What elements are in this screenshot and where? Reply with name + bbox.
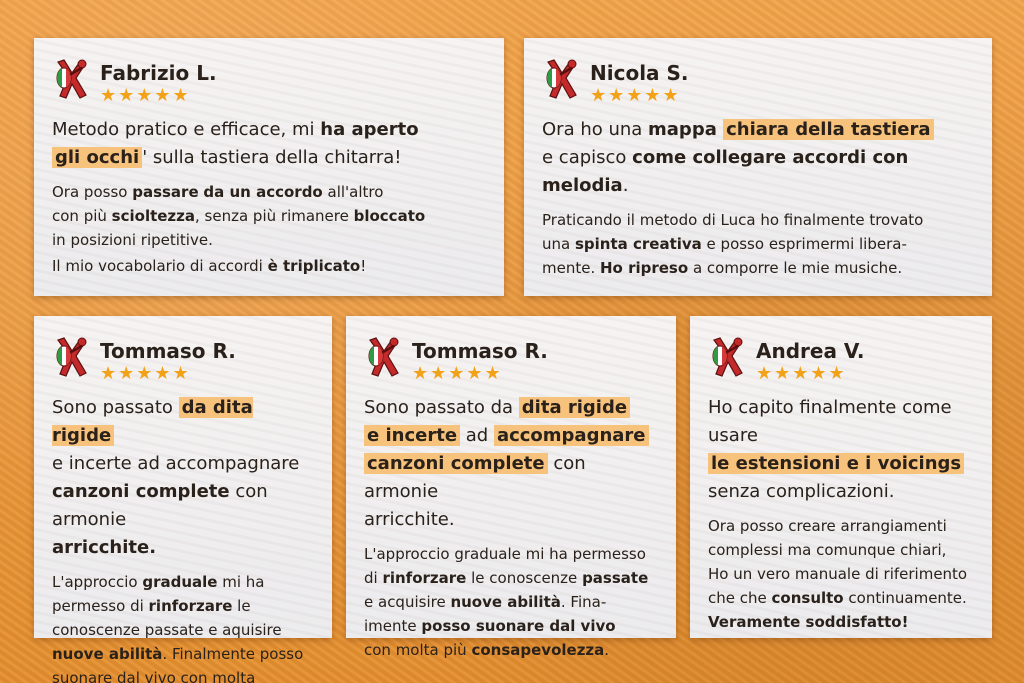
review-body [52,180,486,278]
bold-text: è triplicato [267,257,361,275]
review-paragraph: Il mio vocabolario di accordi è triplicato! [52,257,367,275]
review-body [52,570,314,683]
review-paragraph: Ora posso creare arrangiamenti complessi ma comunque chiari, Ho un vero manuale di riferimento che che consulto continuamente. Veramente soddisfatto! [708,517,968,631]
review-paragraph: Ho capito finalmente come usare le estensioni e i voicings senza complicazioni. [708,394,974,506]
review-body [708,514,974,634]
review-paragraph: Ora posso passare da un accordo all'altro con più scioltezza, senza più rimanere bloccato in posizioni ripetitive. [52,183,426,249]
rating-stars-icon: ★★★★★ [100,85,191,106]
bold-text: canzoni complete [52,481,230,502]
review-lead [708,394,974,506]
guitarist-logo-icon [364,336,404,380]
bold-text: nuove abilità [52,645,163,663]
reviewer-name: Andrea V. [756,339,865,363]
bold-text: ha aperto [320,119,419,140]
rating-stars-icon: ★★★★★ [590,85,681,106]
review-lead [52,394,314,562]
review-lead [52,116,486,172]
review-card-tommaso-2 [346,316,676,659]
review-lead [542,116,974,200]
review-header [52,58,486,108]
review-header [52,336,314,386]
reviewer-name: Nicola S. [590,61,689,85]
highlighted-text: gli occhi [52,147,142,168]
bold-text: graduale [142,573,218,591]
review-body [364,542,658,662]
highlighted-text: da dita rigide [52,397,253,446]
highlighted-text: chiara della tastiera [723,119,933,140]
bold-text: rinforzare [382,569,467,587]
bold-text: Ho ripreso [600,259,689,277]
highlighted-text: le estensioni e i voicings [708,453,964,474]
guitarist-logo-icon [542,58,582,102]
reviewer-name: Tommaso R. [100,339,236,363]
bold-text: bloccato [353,207,426,225]
review-card-tommaso-1 [34,316,332,683]
review-header [708,336,974,386]
review-paragraph: L'approccio graduale mi ha permesso di rinforzare le conoscenze passate e acquisire nuove abilità. Fina- imente posso suonare dal vivo con molta più consapevolezza. [364,545,649,659]
review-header [364,336,658,386]
review-body [542,208,974,280]
bold-text: passare [132,183,199,201]
review-card-andrea [690,316,992,638]
guitarist-logo-icon [52,336,92,380]
review-paragraph: Sono passato da dita rigide e incerte ad accompagnare canzoni complete con armonie arricchite. [52,397,300,558]
reviewer-name: Fabrizio L. [100,61,217,85]
reviewer-name: Tommaso R. [412,339,548,363]
highlighted-text: canzoni complete [364,453,548,474]
rating-stars-icon: ★★★★★ [756,363,847,384]
bold-text: consulto [771,589,844,607]
review-card-nicola [524,38,992,296]
review-card-fabrizio [34,38,504,296]
guitarist-logo-icon [52,58,92,102]
rating-stars-icon: ★★★★★ [412,363,503,384]
review-paragraph: Ora ho una mappa chiara della tastiera e capisco come collegare accordi con melodia. [542,116,974,200]
highlighted-text: dita rigide [519,397,630,418]
bold-text: passate [582,569,649,587]
rating-stars-icon: ★★★★★ [100,363,191,384]
bold-text: da un accordo [203,183,323,201]
bold-text: scioltezza [111,207,196,225]
guitarist-logo-icon [708,336,748,380]
bold-text: nuove abilità [450,593,561,611]
bold-text: Veramente soddisfatto! [708,613,909,631]
bold-text: posso suonare dal vivo [421,617,616,635]
review-paragraph: Sono passato da dita rigide e incerte ad accompagnare canzoni complete con armonie arricchite. [364,394,658,534]
highlighted-text: accompagnare [494,425,649,446]
bold-text: spinta creativa [574,235,702,253]
bold-text: rinforzare [148,597,233,615]
highlighted-text: e incerte [364,425,460,446]
review-header [542,58,974,108]
bold-text: consapevolezza [471,641,605,659]
review-lead [364,394,658,534]
bold-text: mappa [648,119,724,140]
review-paragraph: Praticando il metodo di Luca ho finalmente trovato una spinta creativa e posso esprimermi libera- mente. Ho ripreso a comporre le mie musiche. [542,211,924,277]
bold-text: arricchite. [52,537,157,558]
review-paragraph: Metodo pratico e efficace, mi ha aperto gli occhi ' sulla tastiera della chitarra! [52,119,419,168]
bold-text: come collegare accordi con melodia [542,147,909,196]
review-paragraph: L'approccio graduale mi ha permesso di rinforzare le conoscenze passate e aquisire nuove abilità. Finalmente posso suonare dal vivo con molta [52,573,304,683]
